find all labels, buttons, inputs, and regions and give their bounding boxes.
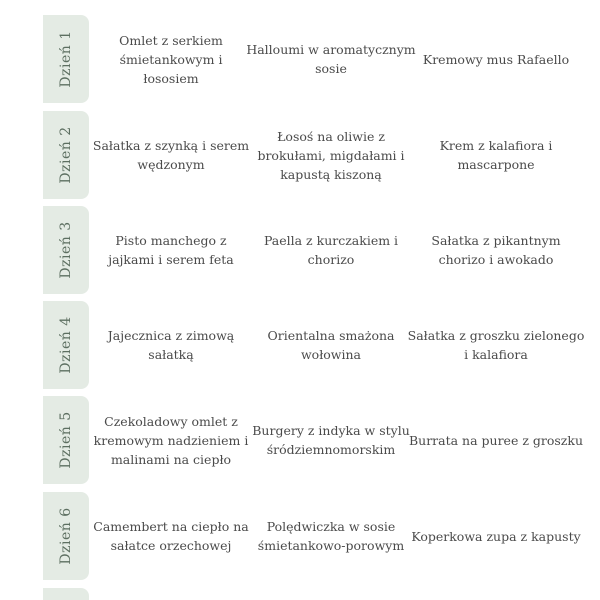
day-tab [43,206,89,294]
meal-cell [407,492,585,580]
meal-name: Sałatka z szynką i serem wędzonym [92,138,250,172]
meal-name: Czekoladowy omlet z kremowym nadzieniem i malinami na ciepło [93,413,249,467]
day-tab [43,15,89,103]
day-label: Dzień 6 [58,507,74,565]
meal-name: Halloumi w aromatycznym sosie [246,42,416,76]
meal-name: Orientalna smażona wołowina [267,328,395,362]
meal-name: Paella z kurczakiem i chorizo [263,233,399,267]
meal-name: Polędwiczka w sosie śmietankowo-porowym [257,519,405,553]
meal-cell [92,301,250,389]
day-row-6 [43,492,600,580]
meal-name: Camembert na ciepło na sałatce orzechowej [93,519,249,553]
meal-name: Jajecznica z zimową sałatką [107,328,235,362]
day-row-5 [43,396,600,484]
meal-cell [246,301,416,389]
day-tab [43,301,89,389]
meal-cell [407,111,585,199]
day-row-7-partial [43,588,600,600]
day-tab [43,588,89,600]
day-row-3 [43,206,600,294]
day-tab [43,396,89,484]
meal-name: Krem z kalafiora i mascarpone [439,138,553,172]
meal-cell [92,111,250,199]
day-row-1 [43,15,600,103]
day-tab [43,492,89,580]
meal-name: Sałatka z groszku zielonego i kalafiora [407,328,585,362]
meal-cell [92,206,250,294]
meal-name: Łosoś na oliwie z brokułami, migdałami i kapustą kiszoną [257,128,405,182]
meal-cell [92,492,250,580]
meal-cell [246,492,416,580]
day-label: Dzień 2 [58,126,74,184]
day-label: Dzień 5 [58,411,74,469]
meal-cell [407,206,585,294]
meal-name: Koperkowa zupa z kapusty [411,528,581,544]
day-label: Dzień 1 [58,30,74,88]
meal-name: Kremowy mus Rafaello [422,51,570,67]
day-row-4 [43,301,600,389]
meal-cell [246,15,416,103]
meal-cell [407,396,585,484]
day-label: Dzień 4 [58,316,74,374]
meal-name: Sałatka z pikantnym chorizo i awokado [431,233,561,267]
meal-cell [246,396,416,484]
day-tab [43,111,89,199]
meal-name: Burrata na puree z groszku [408,432,584,448]
meal-cell [246,206,416,294]
meal-name: Burgery z indyka w stylu śródziemnomorskim [252,423,410,457]
meal-cell [246,111,416,199]
meal-cell [92,396,250,484]
day-row-2 [43,111,600,199]
day-label: Dzień 3 [58,221,74,279]
meal-cell [407,301,585,389]
meal-cell [92,15,250,103]
meal-cell [407,15,585,103]
meal-name: Pisto manchego z jajkami i serem feta [108,233,234,267]
meal-name: Omlet z serkiem śmietankowym i łososiem [119,32,223,86]
